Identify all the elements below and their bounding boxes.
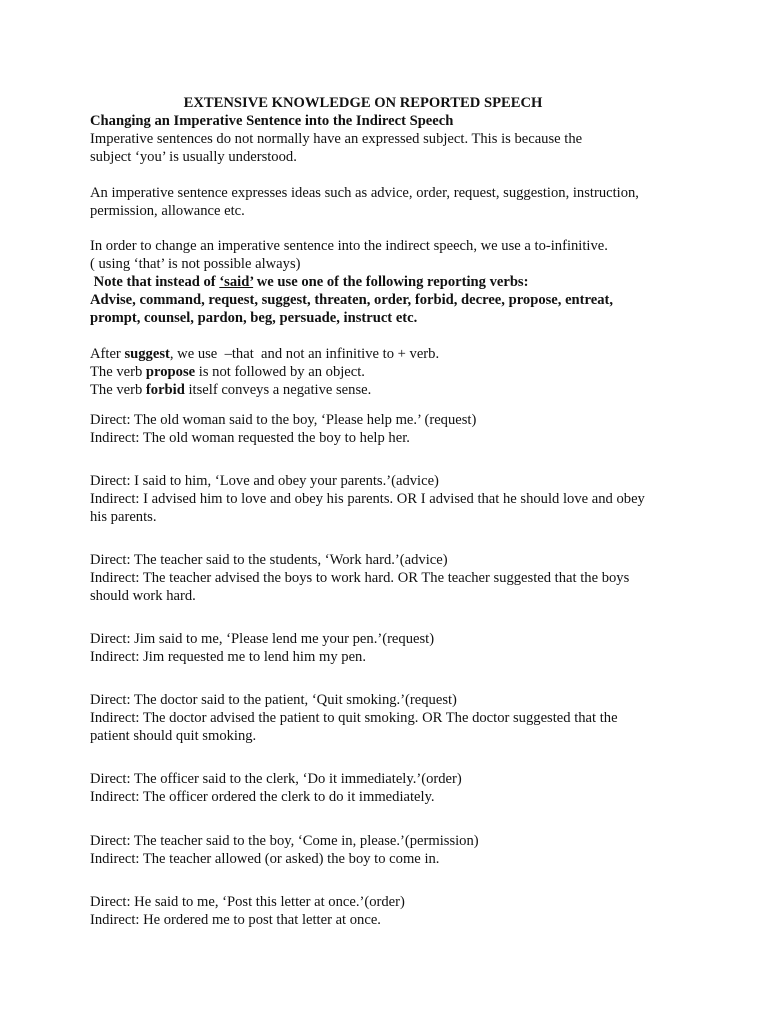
said-word: ‘said’ [219,274,254,290]
example-indirect: Indirect: He ordered me to post that letter at once. [90,912,381,928]
rule-text: The verb [90,364,146,380]
rule-text: itself conveys a negative sense. [184,382,372,398]
example-direct: Direct: I said to him, ‘Love and obey your parents.’(advice) [90,473,439,489]
example-direct: Direct: He said to me, ‘Post this letter at once.’(order) [90,894,405,910]
rule-text: is not followed by an object. [195,364,365,380]
rule-line [90,381,371,399]
rule-line [90,363,365,381]
paragraph-line: permission, allowance etc. [90,203,245,219]
reporting-verbs-line: prompt, counsel, pardon, beg, persuade, instruct etc. [90,310,418,326]
reporting-verbs-line: Advise, command, request, suggest, threaten, order, forbid, decree, propose, entreat, [90,292,614,308]
example-indirect: Indirect: The old woman requested the boy to help her. [90,430,410,446]
example-indirect: Indirect: The officer ordered the clerk to do it immediately. [90,789,435,805]
paragraph-line: Imperative sentences do not normally have an expressed subject. This is because the [90,131,583,147]
example-direct: Direct: The teacher said to the boy, ‘Come in, please.’(permission) [90,833,479,849]
example-indirect: Indirect: The doctor advised the patient to quit smoking. OR The doctor suggested that the [90,710,618,726]
paragraph-line: An imperative sentence expresses ideas such as advice, order, request, suggestion, instruction, [90,185,639,201]
example-direct: Direct: The old woman said to the boy, ‘Please help me.’ (request) [90,412,477,428]
rule-keyword: suggest [124,346,170,362]
example-indirect: should work hard. [90,588,196,604]
example-indirect: Indirect: The teacher allowed (or asked) the boy to come in. [90,851,440,867]
example-direct: Direct: The officer said to the clerk, ‘Do it immediately.’(order) [90,771,462,787]
section-heading: Changing an Imperative Sentence into the Indirect Speech [90,113,454,129]
example-indirect: his parents. [90,509,157,525]
rule-text: The verb [90,382,146,398]
example-direct: Direct: Jim said to me, ‘Please lend me your pen.’(request) [90,631,435,647]
paragraph-line: subject ‘you’ is usually understood. [90,149,297,165]
rule-text: After [90,346,125,362]
example-direct: Direct: The teacher said to the students, ‘Work hard.’(advice) [90,552,448,568]
example-direct: Direct: The doctor said to the patient, ‘Quit smoking.’(request) [90,692,457,708]
example-indirect: patient should quit smoking. [90,728,257,744]
example-indirect: Indirect: I advised him to love and obey his parents. OR I advised that he should love and obey [90,491,645,507]
example-indirect: Indirect: Jim requested me to lend him my pen. [90,649,366,665]
rule-keyword: forbid [145,382,185,398]
rule-keyword: propose [145,364,196,380]
rule-line [90,345,439,363]
paragraph-line: In order to change an imperative sentence into the indirect speech, we use a to-infinitive. [90,238,608,254]
note-line [90,273,528,291]
rule-text: , we use –that and not an infinitive to + verb. [169,346,440,362]
document-title: EXTENSIVE KNOWLEDGE ON REPORTED SPEECH [183,95,543,111]
paragraph-line: ( using ‘that’ is not possible always) [90,256,301,272]
note-text: Note that instead of [90,274,220,290]
note-text: we use one of the following reporting verbs: [253,274,529,290]
example-indirect: Indirect: The teacher advised the boys to work hard. OR The teacher suggested that the boys [90,570,630,586]
